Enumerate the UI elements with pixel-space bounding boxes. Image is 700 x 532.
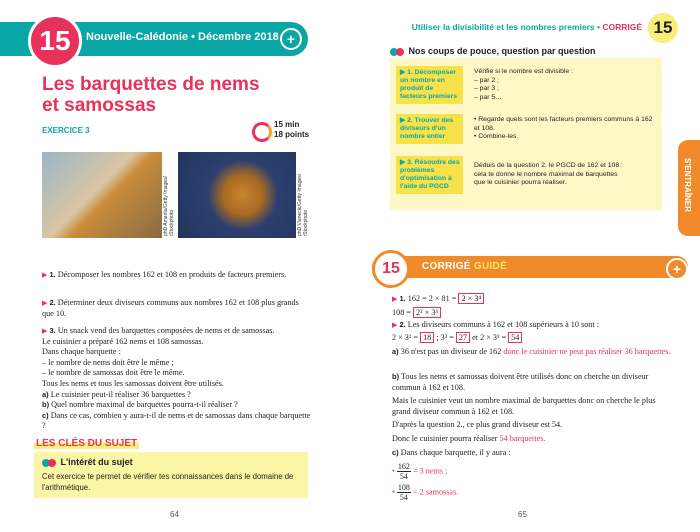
fraction-samossas: • $\frac{108}{54}$ = 2 samossas. xyxy=(392,482,459,502)
question-2: ▶ 2. Déterminer deux diviseurs communs aux nombres 162 et 108 plus grands que 10. xyxy=(42,298,299,318)
train-side-tab[interactable]: S'ENTRAÎNER xyxy=(678,140,700,236)
time-value: 15 min xyxy=(274,120,300,129)
photo-samossas xyxy=(178,152,296,238)
page-number-left: 64 xyxy=(170,510,179,519)
answer-b: b) Tous les nems et samossas doivent être utilisés donc on cherche un diviseur commun à 162 et 108. Mais le cuisinier veut un nombre maximal de barquettes donc on cherche le plus grand diviseur commun à 162 et 108. D'après la question 2., ce plus grand diviseur est 54. Donc le cuisinier pourra réaliser 54 barquettes. xyxy=(392,372,656,443)
question-3: ▶ 3. Un snack vend des barquettes composées de nems et de samossas. Le cuisinier a préparé 162 nems et 108 samossas. Dans chaque barquette : – le nombre de nems doit être le même ; – le nombre de samossas doit être le même. Tous les nems et tous les samossas doivent être utilisés. a) Le cuisinier peut-il réaliser 36 barquettes ? b) Quel nombre maximal de barquettes pourra-t-il réaliser ? c) Dans ce cas, combien y aura-t-il de nems et de samossas dans chaque barquette ? xyxy=(42,326,311,431)
interest-body: Cet exercice te permet de vérifier tes connaissances dans le domaine de l'arithmétique. xyxy=(42,472,294,492)
arrow-icon: ▶ xyxy=(392,295,398,303)
right-page xyxy=(350,0,700,532)
dots-icon xyxy=(390,48,404,56)
page-title xyxy=(42,74,332,116)
answer-2: ▶ 2. Les diviseurs communs à 162 et 108 supérieurs à 10 sont : 2 × 3² = 18 ; 3³ = 27 et 2 × 3³ = 54 xyxy=(392,320,599,342)
corrige-number: 15 xyxy=(372,250,410,288)
plus-icon: + xyxy=(666,258,688,280)
corrige-word: CORRIGÉ xyxy=(422,261,471,272)
hint-label-1: ▶ 1. Décomposer un nombre en produit de facteurs premiers xyxy=(396,66,463,104)
title-line-2: et samossas xyxy=(42,95,157,116)
answer-1: ▶ 1. 162 = 2 × 81 = 2 × 3⁴ 108 = 2² × 3³ xyxy=(392,294,672,318)
interest-title: L'intérêt du sujet xyxy=(42,457,133,467)
arrow-icon: ▶ xyxy=(42,327,48,335)
hint-text-1: Vérifie si le nombre est divisible : – par 2 ; – par 3 ; – par 5… xyxy=(474,68,573,101)
photo-credit-2: phD Vianecle/Getty Images/ iStockphoto xyxy=(297,173,309,236)
arrow-icon: ▶ xyxy=(42,299,48,307)
chapter-title: Utiliser la divisibilité et les nombres premiers • CORRIGÉ xyxy=(411,22,642,32)
hint-label-2: ▶ 2. Trouver des diviseurs d'un nombre entier xyxy=(396,114,463,144)
title-line-1: Les barquettes de nems xyxy=(42,74,260,95)
exercise-number-badge-right: 15 xyxy=(646,11,680,45)
corrige-guide-banner xyxy=(372,250,688,282)
hint-text-2: • Regarde quels sont les facteurs premiers communs à 162 et 108. • Combine-les. xyxy=(474,116,653,141)
page-number-right: 65 xyxy=(518,510,527,519)
clock-icon xyxy=(252,122,272,142)
dots-icon xyxy=(42,459,56,467)
fraction-nems: • $\frac{162}{54}$ = 3 nems ; xyxy=(392,461,448,481)
arrow-icon: ▶ xyxy=(392,321,398,329)
keys-box xyxy=(34,452,308,498)
right-header xyxy=(350,8,700,38)
answer-a: a) 36 n'est pas un diviseur de 162 donc le cuisinier ne peut pas réaliser 36 barquettes. xyxy=(392,347,671,356)
left-header xyxy=(0,22,308,56)
exam-source: Nouvelle-Calédonie • Décembre 2018 xyxy=(86,31,279,43)
answer-c: c) Dans chaque barquette, il y aura : • $\frac{162}{54}$ = 3 nems ; • $\frac{108}{54}$ = 2 samossas. xyxy=(392,448,672,502)
photo-credit-1: phD Amarita/Getty Images/ iStockphoto xyxy=(163,175,175,236)
exercise-number-badge: 15 xyxy=(28,14,82,68)
guide-word: GUIDÉ xyxy=(473,261,508,272)
arrow-icon: ▶ xyxy=(42,271,48,279)
exercise-label: EXERCICE 3 xyxy=(42,126,90,135)
points-value: 18 points xyxy=(274,130,310,139)
hints-title: Nos coups de pouce, question par question xyxy=(390,46,596,56)
photo-nems xyxy=(42,152,162,238)
question-1: ▶ 1. Décomposer les nombres 162 et 108 en produits de facteurs premiers. xyxy=(42,270,287,279)
plus-icon: + xyxy=(280,28,302,50)
keys-title: LES CLÉS DU SUJET xyxy=(36,438,138,449)
hint-label-3: ▶ 3. Résoudre des problèmes d'optimisation à l'aide du PGCD xyxy=(396,156,463,194)
hint-text-3: Déduis de la question 2. le PGCD de 162 et 108 : cela te donne le nombre maximal de barquettes que le cuisinier pourra réaliser. xyxy=(474,162,623,187)
